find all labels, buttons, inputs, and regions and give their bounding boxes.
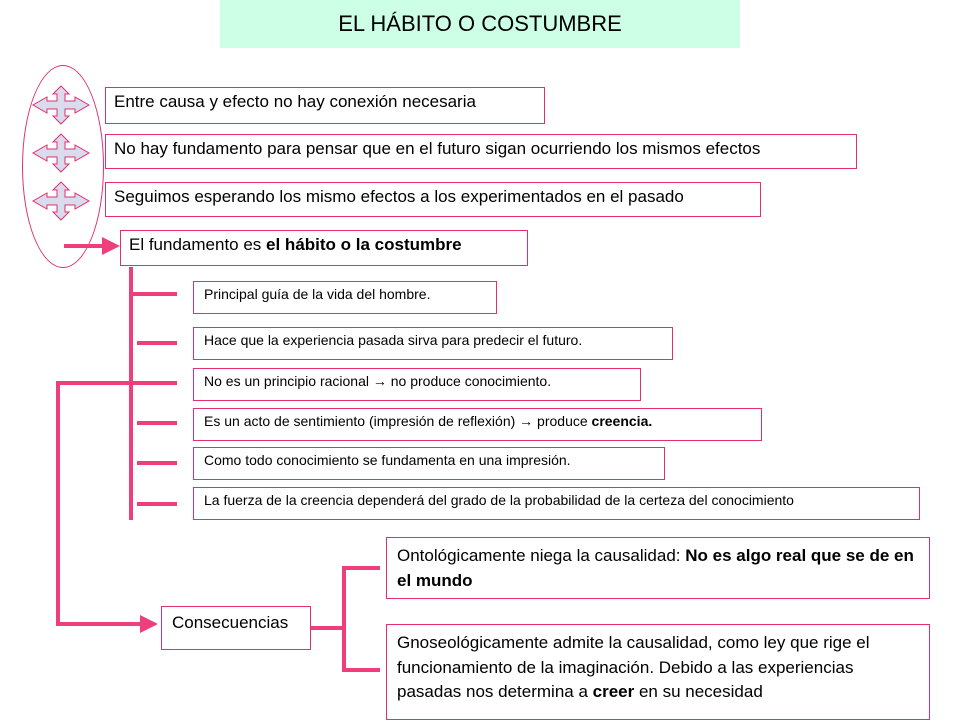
characteristic-4-bold: creencia. — [591, 413, 653, 429]
foundation-bold: el hábito o la costumbre — [266, 235, 462, 254]
consequences-branch-stub — [311, 626, 344, 630]
connector-ontological — [342, 566, 380, 570]
gnoseological-box — [386, 624, 930, 720]
consequences-box: Consecuencias — [161, 606, 311, 650]
characteristic-4-prefix: Es un acto de sentimiento (impresión de reflexión) → produce — [204, 413, 592, 429]
four-way-arrow-icon — [32, 133, 90, 173]
four-way-arrow-icon — [32, 181, 90, 221]
connector-c4 — [137, 421, 177, 425]
page-title: EL HÁBITO O COSTUMBRE — [220, 0, 740, 48]
foundation-box — [120, 230, 528, 266]
characteristic-box-1: Principal guía de la vida del hombre. — [193, 281, 497, 314]
connector-c1 — [129, 292, 177, 296]
consequences-arrow-shaft — [56, 622, 142, 626]
consequences-connector-top — [56, 381, 137, 385]
premise-box-3: Seguimos esperando los mismo efectos a los experimentados en el pasado — [105, 182, 761, 217]
gnoseological-bold: creer — [592, 682, 635, 702]
connector-c6 — [137, 502, 177, 506]
connector-c3 — [137, 381, 177, 385]
characteristics-bracket-line — [129, 267, 133, 520]
consequences-arrow-head — [140, 615, 158, 633]
gnoseological-suffix: en su necesidad — [634, 682, 763, 702]
connector-gnoseological — [342, 668, 380, 672]
foundation-arrow-shaft — [64, 244, 106, 248]
consequences-bracket-line — [342, 566, 346, 672]
characteristic-box-3: No es un principio racional → no produce conocimiento. — [193, 368, 641, 401]
characteristic-box-5: Como todo conocimiento se fundamenta en una impresión. — [193, 447, 665, 480]
premise-box-1: Entre causa y efecto no hay conexión necesaria — [105, 87, 545, 124]
connector-c2 — [137, 341, 177, 345]
premise-box-2: No hay fundamento para pensar que en el futuro sigan ocurriendo los mismos efectos — [105, 134, 857, 169]
consequences-connector-vertical — [56, 381, 60, 626]
foundation-arrow-head — [102, 237, 120, 255]
characteristic-box-6: La fuerza de la creencia dependerá del grado de la probabilidad de la certeza del conocimiento — [193, 487, 920, 520]
ontological-prefix: Ontológicamente niega la causalidad: — [397, 546, 686, 565]
foundation-prefix: El fundamento es — [129, 235, 267, 254]
ontological-bold: No es algo real que se de en el mundo — [397, 546, 914, 590]
four-way-arrow-icon — [32, 85, 90, 125]
ontological-box — [386, 537, 930, 599]
characteristic-box-2: Hace que la experiencia pasada sirva para predecir el futuro. — [193, 327, 673, 360]
characteristic-box-4 — [193, 408, 762, 441]
connector-c5 — [137, 461, 177, 465]
gnoseological-prefix: Gnoseológicamente admite la causalidad, como ley que rige el funcionamiento de la imaginación. Debido a las experiencias pasadas nos determina a — [397, 633, 870, 702]
